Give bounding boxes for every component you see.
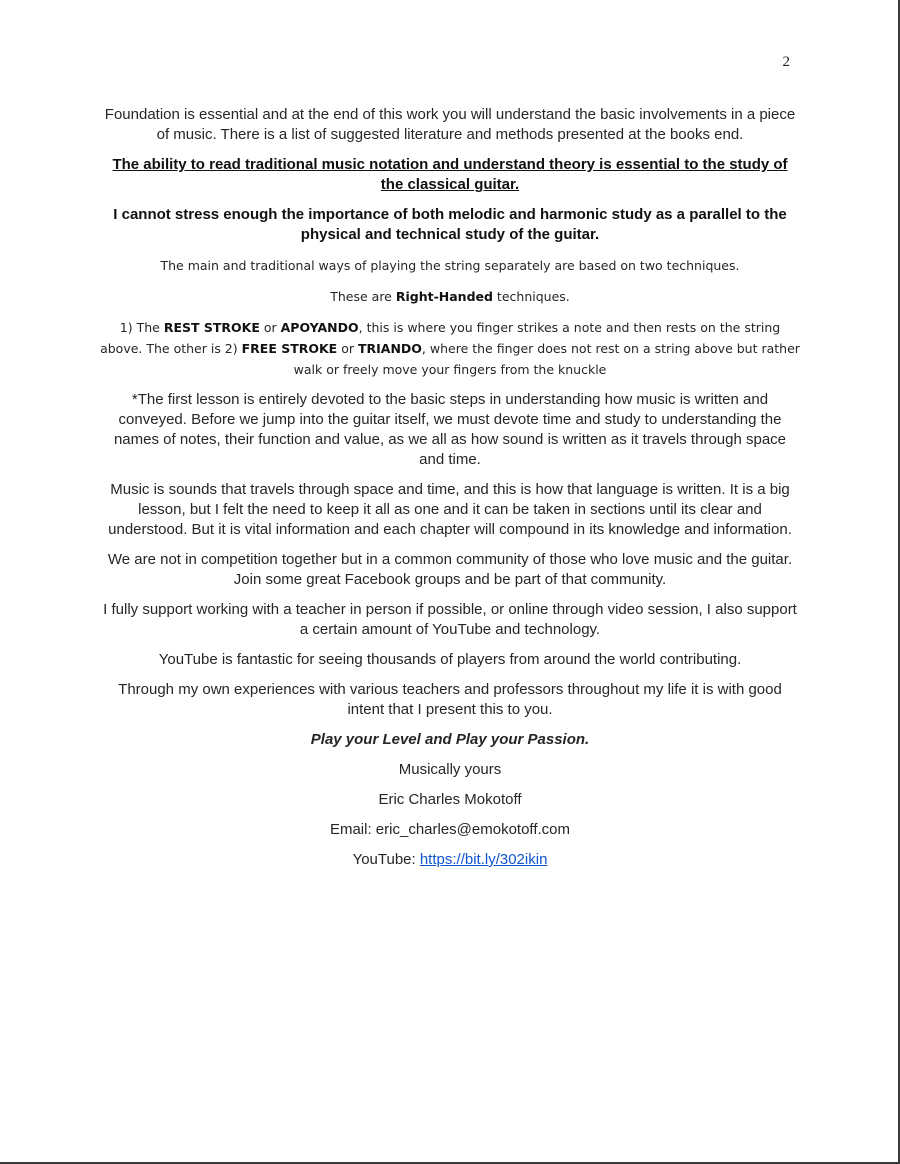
strokes-text-5: , where the finger does not rest on a string above but rather walk or freely move your fingers from the knuckle xyxy=(293,341,800,377)
rest-stroke-term: REST STROKE xyxy=(163,320,260,335)
right-handed-paragraph xyxy=(100,286,800,307)
right-handed-bold: Right-Handed xyxy=(395,289,493,304)
foundation-paragraph: Foundation is essential and at the end of this work you will understand the basic involvements in a piece of music. There is a list of suggested literature and methods presented at the books end. xyxy=(104,106,796,143)
first-lesson-paragraph: *The first lesson is entirely devoted to the basic steps in understanding how music is written and conveyed. Before we jump into the guitar itself, we must devote time and study to understanding the names of notes, their function and value, as we all as how sound is written as it travels through space and time. xyxy=(113,391,787,468)
email-line: Email: eric_charles@emokotoff.com xyxy=(329,821,571,838)
strokes-text-4: or xyxy=(337,341,358,356)
motto: Play your Level and Play your Passion. xyxy=(310,731,590,748)
free-stroke-term: FREE STROKE xyxy=(241,341,338,356)
author-name: Eric Charles Mokotoff xyxy=(378,791,522,808)
strokes-paragraph xyxy=(100,317,800,380)
triando-term: TRIANDO xyxy=(357,341,422,356)
closing-line: Musically yours xyxy=(398,761,502,778)
apoyando-term: APOYANDO xyxy=(280,320,359,335)
strokes-text-3: , this is where you finger strikes a note and then rests on the string above. The other is 2) xyxy=(100,320,781,356)
teacher-paragraph: I fully support working with a teacher in person if possible, or online through video session, I also support a certain amount of YouTube and technology. xyxy=(103,601,797,638)
experiences-paragraph: Through my own experiences with various teachers and professors throughout my life it is with good intent that I present this to you. xyxy=(118,681,782,718)
strokes-text-1: 1) The xyxy=(119,320,164,335)
right-handed-post: techniques. xyxy=(492,289,570,304)
right-handed-pre: These are xyxy=(330,289,396,304)
strokes-text-2: or xyxy=(259,320,281,335)
music-is-paragraph: Music is sounds that travels through space and time, and this is how that language is written. It is a big lesson, but I felt the need to keep it all as one and it can be taken in sections until its clear and understood. But it is vital information and each chapter will compound in its knowledge and information. xyxy=(108,481,792,538)
page-number: 2 xyxy=(782,54,790,70)
youtube-link[interactable]: https://bit.ly/302ikin xyxy=(419,851,548,868)
youtube-fantastic-paragraph: YouTube is fantastic for seeing thousands of players from around the world contributing. xyxy=(158,651,742,668)
notation-heading: The ability to read traditional music notation and understand theory is essential to the study of the classical guitar. xyxy=(112,156,788,193)
stress-heading: I cannot stress enough the importance of both melodic and harmonic study as a parallel to the physical and technical study of the guitar. xyxy=(113,206,787,243)
techniques-intro: The main and traditional ways of playing the string separately are based on two techniques. xyxy=(160,258,740,273)
page-content xyxy=(100,105,800,880)
community-paragraph: We are not in competition together but in a common community of those who love music and the guitar. Join some great Facebook groups and be part of that community. xyxy=(107,551,793,588)
youtube-line xyxy=(100,850,800,870)
youtube-label: YouTube: xyxy=(352,851,420,868)
